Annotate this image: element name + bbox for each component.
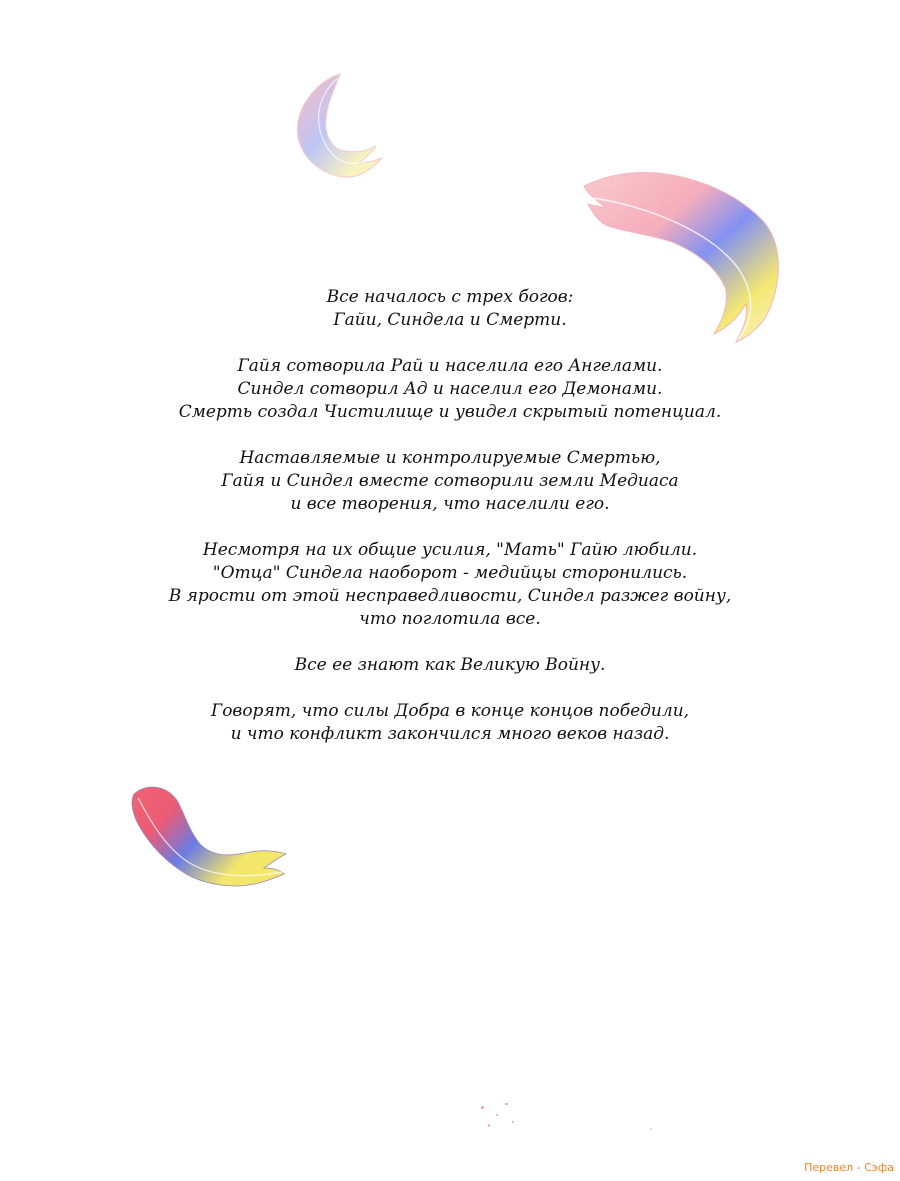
story-text (0, 286, 900, 769)
story-line: "Отца" Синдела наоборот - медийцы сторонились. (212, 563, 688, 583)
decorative-speck (650, 1128, 652, 1130)
decorative-speck (496, 1114, 498, 1116)
translator-credit: Перевел - Сэфа (804, 1161, 894, 1174)
story-line: Гайя и Синдел вместе сотворили земли Медиаса (221, 471, 679, 491)
story-stanza (0, 654, 900, 677)
decorative-speck (505, 1103, 508, 1105)
story-line: Гайи, Синдела и Смерти. (333, 310, 567, 330)
story-line: Синдел сотворил Ад и населил его Демонами. (237, 379, 663, 399)
story-stanza (0, 355, 900, 424)
story-line: и что конфликт закончился много веков назад. (230, 724, 670, 744)
story-line: Все ее знают как Великую Войну. (294, 655, 606, 675)
feather-decoration-bottom (124, 780, 290, 890)
story-line: Гайя сотворила Рай и населила его Ангелами. (237, 356, 663, 376)
story-line: Смерть создал Чистилище и увидел скрытый потенциал. (178, 402, 722, 422)
story-stanza (0, 447, 900, 516)
story-line: Говорят, что силы Добра в конце концов победили, (210, 701, 690, 721)
story-stanza (0, 539, 900, 631)
story-stanza (0, 700, 900, 746)
feather-decoration-small (290, 70, 390, 182)
story-line: В ярости от этой несправедливости, Синдел разжег войну, (168, 586, 732, 606)
story-line: Наставляемые и контролируемые Смертью, (239, 448, 661, 468)
decorative-speck (481, 1106, 484, 1109)
story-line: Все началось с трех богов: (326, 287, 574, 307)
story-stanza (0, 286, 900, 332)
decorative-speck (488, 1124, 490, 1127)
story-line: и все творения, что населили его. (290, 494, 610, 514)
story-line: что поглотила все. (359, 609, 541, 629)
story-line: Несмотря на их общие усилия, "Мать" Гайю любили. (202, 540, 698, 560)
decorative-speck (512, 1121, 514, 1123)
